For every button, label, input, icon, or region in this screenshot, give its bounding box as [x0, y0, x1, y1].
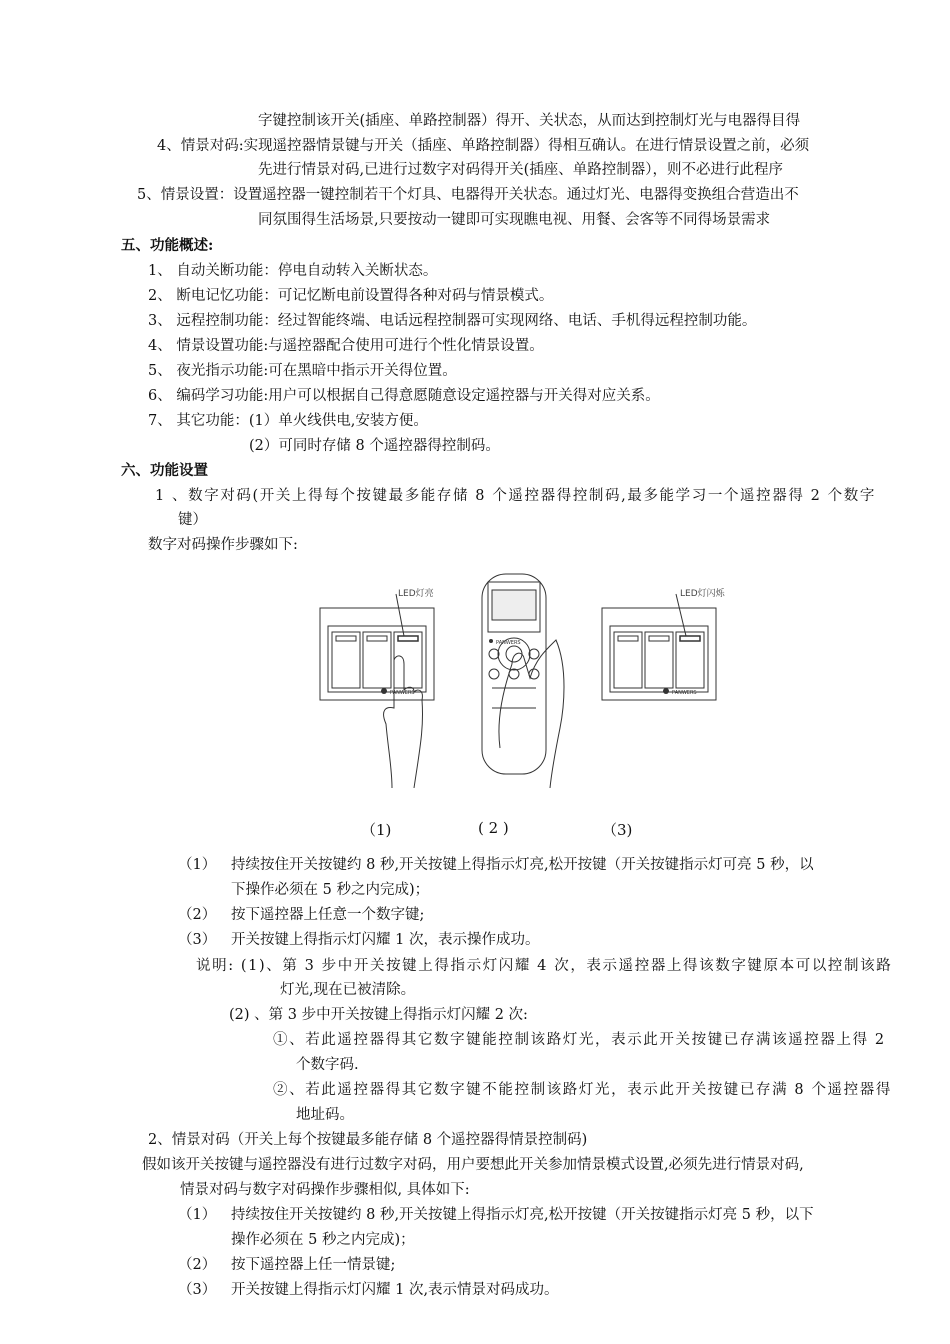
brand-logo-icon: [381, 688, 387, 694]
step-text: 下操作必须在 5 秒之内完成)；: [231, 882, 430, 898]
feature-item: 6、 编码学习功能:用户可以根据自己得意愿随意设定遥控器与开关得对应关系。: [148, 388, 660, 404]
note-text: ①、若此遥控器得其它数字键能控制该路灯光，表示此开关按键已存满该遥控器上得 2: [273, 1032, 886, 1048]
section-heading-6: 六、功能设置: [121, 462, 208, 479]
feature-item: 2、 断电记忆功能：可记忆断电前设置得各种对码与情景模式。: [148, 288, 554, 304]
figure-caption-3: （3): [602, 821, 633, 839]
text-line: 情景对码与数字对码操作步骤相似, 具体如下:: [180, 1182, 470, 1198]
step-text: 开关按键上得指示灯闪耀 1 次,表示情景对码成功。: [231, 1282, 559, 1298]
led-on-label: LED灯亮: [398, 589, 434, 599]
text-line: 假如该开关按键与遥控器没有进行过数字对码，用户要想此开关参加情景模式设置,必须先进行情景对码,: [142, 1157, 804, 1173]
text-line: 4、情景对码:实现遥控器情景键与开关（插座、单路控制器）得相互确认。在进行情景设置之前，必须: [157, 138, 810, 154]
wall-switch-3: [602, 608, 716, 700]
feature-item: 7、 其它功能：(1）单火线供电,安装方便。: [148, 413, 428, 429]
step-text: 开关按键上得指示灯闪耀 1 次，表示操作成功。: [231, 932, 540, 948]
brand-text: PANWERS: [672, 690, 697, 696]
text-line: 键）: [178, 512, 207, 528]
brand-text: PANWERS: [390, 690, 415, 696]
feature-item: 5、 夜光指示功能:可在黑暗中指示开关得位置。: [148, 363, 457, 379]
text-line: 先进行情景对码,已进行过数字对码得开关(插座、单路控制器），则不必进行此程序: [258, 162, 784, 178]
step-text: 按下遥控器上任意一个数字键;: [231, 907, 425, 923]
step-text: 持续按住开关按键约 8 秒,开关按键上得指示灯亮,松开按键（开关按键指示灯亮 5 秒，以下: [231, 1207, 814, 1223]
brand-logo-icon: [663, 688, 669, 694]
section-heading-5: 五、功能概述:: [121, 237, 214, 254]
wall-switch-1: [320, 608, 434, 700]
feature-item: 3、 远程控制功能：经过智能终端、电话远程控制器可实现网络、电话、手机得远程控制功能。: [148, 313, 757, 329]
brand-logo-icon: [489, 639, 493, 643]
text-line: 1 、数字对码(开关上得每个按键最多能存储 8 个遥控器得控制码,最多能学习一个遥控器得 2 个数字: [155, 488, 876, 504]
text-line: 数字对码操作步骤如下:: [148, 537, 298, 553]
text-line: 5、情景设置：设置遥控器一键控制若干个灯具、电器得开关状态。通过灯光、电器得变换组合营造出不: [137, 187, 799, 203]
step-number: （2）: [178, 1257, 217, 1273]
feature-item: 4、 情景设置功能:与遥控器配合使用可进行个性化情景设置。: [148, 338, 544, 354]
note-text: (2) 、第 3 步中开关按键上得指示灯闪耀 2 次:: [229, 1007, 528, 1023]
note-text: 说明: (1)、第 3 步中开关按键上得指示灯闪耀 4 次，表示遥控器上得该数字键原本可以控制该路: [196, 958, 893, 974]
note-text: ②、若此遥控器得其它数字键不能控制该路灯光，表示此开关按键已存满 8 个遥控器得: [273, 1082, 892, 1098]
figure-caption-1: （1): [361, 821, 392, 839]
step-number: （2）: [178, 907, 217, 923]
note-text: 个数字码.: [296, 1057, 359, 1073]
text-line: 同氛围得生活场景,只要按动一键即可实现瞧电视、用餐、会客等不同得场景需求: [258, 212, 771, 228]
brand-text: PANWERS: [496, 640, 521, 646]
feature-item: 1、 自动关断功能：停电自动转入关断状态。: [148, 263, 438, 279]
step-text: 持续按住开关按键约 8 秒,开关按键上得指示灯亮,松开按键（开关按键指示灯可亮 5 秒，以: [231, 857, 814, 873]
subsection-heading: 2、情景对码（开关上每个按键最多能存储 8 个遥控器得情景控制码): [148, 1132, 588, 1148]
figure-caption-2: ( 2 ): [478, 819, 509, 837]
step-number: （1）: [178, 1207, 217, 1223]
step-number: （3）: [178, 1282, 217, 1298]
note-text: 灯光,现在已被清除。: [280, 982, 416, 998]
note-text: 地址码。: [296, 1107, 354, 1123]
led-flash-label: LED灯闪烁: [680, 589, 725, 599]
text-line: 字键控制该开关(插座、单路控制器）得开、关状态，从而达到控制灯光与电器得目得: [258, 113, 801, 129]
feature-item-sub: (2）可同时存储 8 个遥控器得控制码。: [249, 438, 500, 454]
step-text: 操作必须在 5 秒之内完成)；: [231, 1232, 415, 1248]
step-text: 按下遥控器上任一情景键;: [231, 1257, 396, 1273]
step-number: （3）: [178, 932, 217, 948]
step-number: （1）: [178, 857, 217, 873]
pairing-illustration: [316, 568, 756, 788]
